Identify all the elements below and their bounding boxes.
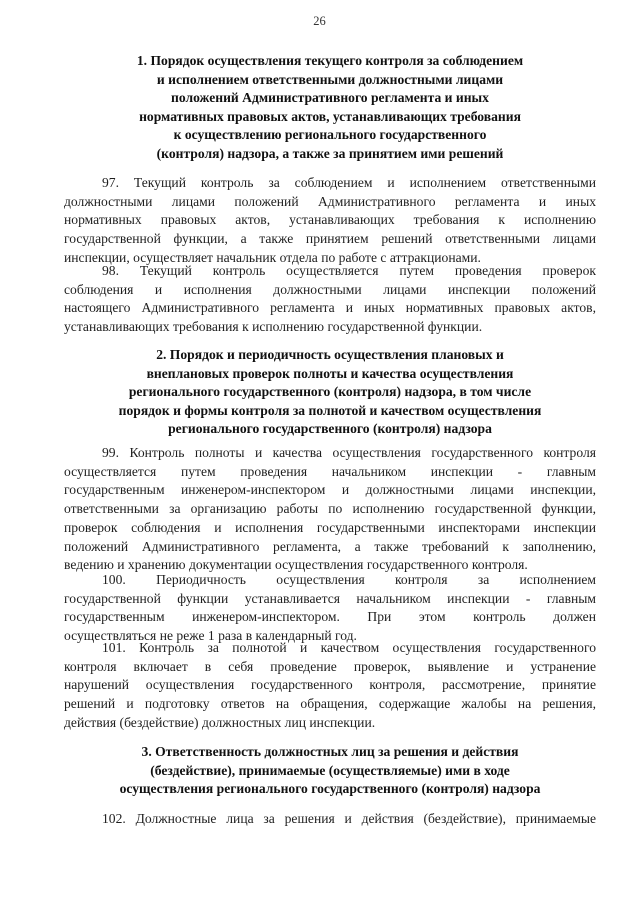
paragraph-line: настоящего Административного регламента и иных нормативных правовых актов, bbox=[64, 300, 596, 316]
paragraph-line: соблюдения и исполнения должностными лицами инспекции положений bbox=[64, 281, 596, 297]
heading-line: 3. Ответственность должностных лиц за решения и действия bbox=[141, 744, 519, 759]
paragraph-line: 99. Контроль полноты и качества осуществления государственного контроля bbox=[102, 445, 596, 460]
paragraph-line: решений и подготовку ответов на обращения, содержащие жалобы на решения, bbox=[64, 696, 596, 712]
paragraph-line: положений Административного регламента, а также требований к заполнению, bbox=[64, 538, 596, 554]
heading-line: внеплановых проверок полноты и качества осуществления bbox=[146, 365, 514, 381]
heading-line: к осуществлению регионального государственного bbox=[173, 127, 487, 143]
paragraph-line: государственным инженером-инспектором и должностными лицами инспекции, bbox=[64, 482, 596, 498]
paragraph-line: должностными лицами положений Административного регламента и иных bbox=[64, 193, 596, 209]
paragraph-line: 100. Периодичность осуществления контроля за исполнением bbox=[102, 572, 596, 587]
paragraph-line: нормативных правовых актов, устанавливающих требования к исполнению bbox=[64, 212, 596, 228]
paragraph-line: государственным инженером-инспектором. При этом контроль должен bbox=[64, 609, 596, 625]
paragraph-line: осуществляется путем проведения начальником инспекции - главным bbox=[64, 463, 596, 479]
paragraph-line: проверок соблюдения и исполнения государственными инспекторами инспекции bbox=[64, 519, 596, 535]
paragraph-100 bbox=[64, 571, 596, 646]
heading-line: (контроля) надзора, а также за принятием ими решений bbox=[156, 145, 504, 161]
heading-line: и исполнением ответственными должностными лицами bbox=[156, 71, 504, 87]
heading-line: регионального государственного (контроля) надзора, в том числе bbox=[128, 384, 532, 400]
heading-line: 1. Порядок осуществления текущего контроля за соблюдением bbox=[136, 53, 524, 68]
paragraph-line: ответственными за организацию работы по исполнению государственной функции, bbox=[64, 501, 596, 517]
heading-line: 2. Порядок и периодичность осуществления плановых и bbox=[156, 347, 504, 362]
section-1-heading bbox=[64, 52, 596, 164]
paragraph-line: осуществляться не реже 1 раза в календарный год. bbox=[64, 628, 357, 644]
heading-line: (бездействие), принимаемые (осуществляемые) ими в ходе bbox=[150, 762, 510, 778]
heading-line: осуществления регионального государственного (контроля) надзора bbox=[119, 781, 541, 797]
paragraph-line: государственной функции, а также принятием решений ответственными лицами bbox=[64, 231, 596, 247]
paragraph-line: устанавливающих требования к исполнению государственной функции. bbox=[64, 319, 483, 335]
heading-line: положений Административного регламента и иных bbox=[171, 90, 489, 106]
paragraph-line: государственной функции устанавливается начальником инспекции - главным bbox=[64, 590, 596, 606]
paragraph-99 bbox=[64, 444, 596, 575]
paragraph-97 bbox=[64, 174, 596, 268]
paragraph-102 bbox=[64, 810, 596, 829]
paragraph-line: 102. Должностные лица за решения и действия (бездействие), принимаемые bbox=[102, 811, 596, 826]
section-3-heading bbox=[64, 743, 596, 799]
paragraph-line: нарушений осуществления государственного контроля, рассмотрение, принятие bbox=[64, 677, 596, 693]
heading-line: нормативных правовых актов, устанавливающих требования bbox=[139, 108, 521, 124]
paragraph-line: контроля включает в себя проведение проверок, выявление и устранение bbox=[64, 658, 596, 674]
paragraph-line: действия (бездействие) должностных лиц инспекции. bbox=[64, 714, 376, 730]
paragraph-line: 101. Контроль за полнотой и качеством осуществления государственного bbox=[102, 640, 596, 655]
paragraph-line: инспекции, осуществляет начальник отдела по работе с аттракционами. bbox=[64, 249, 481, 265]
paragraph-line: ведению и хранению документации осуществления государственного контроля. bbox=[64, 557, 528, 573]
paragraph-line: 97. Текущий контроль за соблюдением и исполнением ответственными bbox=[102, 175, 596, 190]
paragraph-101 bbox=[64, 639, 596, 733]
heading-line: порядок и формы контроля за полнотой и качеством осуществления bbox=[118, 402, 542, 418]
paragraph-line: 98. Текущий контроль осуществляется путем проведения проверок bbox=[102, 263, 596, 278]
section-2-heading bbox=[64, 346, 596, 439]
heading-line: регионального государственного (контроля) надзора bbox=[168, 421, 492, 437]
paragraph-98 bbox=[64, 262, 596, 337]
page-number: 26 bbox=[313, 14, 326, 28]
